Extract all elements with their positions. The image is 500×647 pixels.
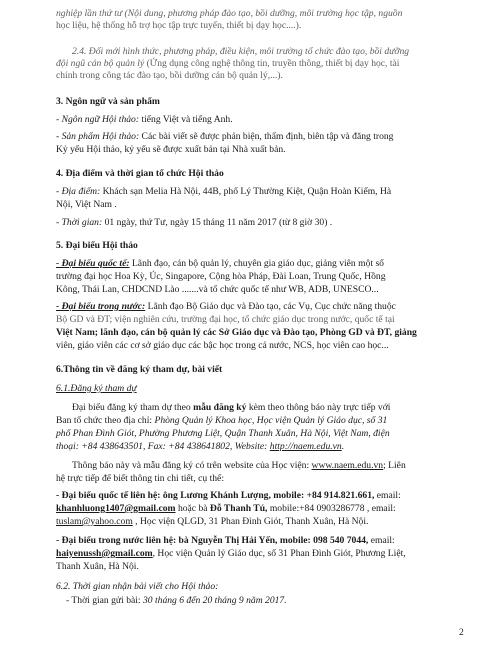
submission-line <box>66 595 287 606</box>
address-value: Phòng Quản lý Khoa học, Học viện Quản lý Giáo dục, số 31 <box>154 415 388 426</box>
address-line-2: phố Phan Đình Giót, Phường Phương Liệt, Quận Thanh Xuân, Hà Nội, Việt Nam, điện <box>56 428 390 439</box>
product-label: - Sản phẩm Hội thảo: <box>56 131 140 142</box>
text-line-1: nghiệp lần thứ tư (Nội dung, phương pháp đào tạo, bồi dưỡng, môi trường học tập, nguồn <box>56 8 403 19</box>
website-info-line <box>72 460 406 471</box>
intl-contact-email-link-2[interactable]: tuslam@yahoo.com <box>56 516 133 527</box>
heading-4: 4. Địa điểm và thời gian tổ chức Hội thảo <box>56 168 224 179</box>
heading-6-2: 6.2. Thời gian nhận bài viết cho Hội thảo: <box>56 581 219 592</box>
intl-contact-mobile-2: mobile:+84 0903286778 , email: <box>267 503 396 514</box>
domestic-delegates-line-4: viên, giáo viên các cơ sở giáo dục các bậc học trong cả nước, NCS, học viên cao học... <box>56 340 389 351</box>
heading-6-1: 6.1.Đăng ký tham dự <box>56 383 137 394</box>
domestic-contact-line <box>56 535 395 546</box>
submission-label: - Thời gian gửi bài: <box>66 595 143 606</box>
intl-contact-name-2: Đỗ Thanh Tú, <box>209 503 268 514</box>
website-link-2[interactable]: www.naem.edu.vn <box>311 460 384 471</box>
text-line-4 <box>56 58 399 69</box>
intl-contact-email-link[interactable]: khanhluong1407@gmail.com <box>56 503 176 514</box>
domestic-delegates-line <box>56 301 396 312</box>
venue-line <box>56 186 391 197</box>
domestic-contact-line-2 <box>56 548 406 559</box>
heading-6: 6.Thông tin về đăng ký tham dự, bài viết <box>56 364 223 375</box>
domestic-contact-address: , Học viện Quản lý Giáo dục, số 31 Phan Đình Giót, Phương Liệt, <box>152 548 406 559</box>
venue-value: Khách sạn Melia Hà Nội, 44B, phố Lý Thường Kiệt, Quận Hoàn Kiếm, Hà <box>100 186 392 197</box>
section-2-4-title-cont: đội ngũ cán bộ quản lý <box>56 58 145 69</box>
website-info-end: ; Liên <box>383 460 406 471</box>
venue-label: - Địa điểm: <box>56 186 101 197</box>
heading-3: 3. Ngôn ngữ và sản phẩm <box>56 96 160 107</box>
intl-contact-or: hoặc bà <box>175 503 210 514</box>
domestic-delegates-line-3: Việt Nam; lãnh đạo, cán bộ quản lý các Sở Giáo dục và Đào tạo, Phòng GD và ĐT, giảng <box>56 327 417 338</box>
text-line-2: học liệu, hệ thống hỗ trợ học tập trực tuyến, thiết bị dạy học....). <box>56 20 302 31</box>
registration-line <box>72 402 390 413</box>
website-link[interactable]: http://naem.edu.vn <box>269 441 342 452</box>
language-value: tiếng Việt và tiếng Anh. <box>139 114 233 125</box>
product-line-2: Kỷ yếu Hội thảo, kỷ yếu sẽ được xuất bản tại Nhà xuất bản. <box>56 144 286 155</box>
language-label: - Ngôn ngữ Hội thảo: <box>56 114 140 125</box>
page-number: 2 <box>459 627 464 638</box>
contact-end: . <box>341 441 345 452</box>
section-2-4-title: 2.4. Đổi mới hình thức, phương pháp, điều kiện, môi trường tổ chức đào tạo, bồi dưỡng <box>72 46 410 57</box>
section-2-4-desc: (Ứng dụng công nghệ thông tin, truyền thông, thiết bị dạy học, tài <box>144 58 400 69</box>
contact-intro-line: hệ trực tiếp để biết thông tin chi tiết, cụ thể: <box>56 473 224 484</box>
product-value: Các bài viết sẽ được phản biện, thẩm định, biên tập và đăng trong <box>139 131 394 142</box>
intl-contact-email-label: email: <box>374 490 401 501</box>
intl-contact-line-2 <box>56 503 396 514</box>
contact-phones: thoại: +84 438643501, Fax: +84 438641802, Website: <box>56 441 270 452</box>
registration-text-2: kèm theo thông báo này trực tiếp với <box>246 402 391 413</box>
time-line <box>56 217 332 228</box>
submission-dates: 30 tháng 6 đến 20 tháng 9 năm 2017. <box>142 595 287 606</box>
address-intro: Ban tổ chức theo địa chỉ: <box>56 415 155 426</box>
intl-delegates-text: Lãnh đạo, cán bộ quản lý, chuyên gia giáo dục, giảng viên một số <box>129 258 384 269</box>
language-line <box>56 114 233 125</box>
website-info-text: Thông báo này và mẫu đăng ký có trên website của Học viện: <box>72 460 312 471</box>
domestic-contact-text: - Đại biểu trong nước liên hệ: bà Nguyễn Thị Hải Yến, mobile: 098 540 7044, <box>56 535 369 546</box>
address-line <box>56 415 387 426</box>
domestic-contact-line-3: Thanh Xuân, Hà Nội. <box>56 561 139 572</box>
registration-text: Đại biểu đăng ký tham dự theo <box>72 402 194 413</box>
intl-contact-address: , Học viện QLGD, 31 Phan Đình Giót, Thanh Xuân, Hà Nội. <box>132 516 369 527</box>
domestic-contact-email-link[interactable]: haiyenussh@gmail.com <box>56 548 153 559</box>
domestic-delegates-text: Lãnh đạo Bộ Giáo dục và Đào tạo, các Vụ, Cục chức năng thuộc <box>145 301 396 312</box>
domestic-contact-email-label: email: <box>368 535 395 546</box>
domestic-delegates-line-2: Bộ GD và ĐT; viện nghiên cứu, trường đại học, tổ chức giáo dục trong nước, quốc tế tại <box>56 314 395 325</box>
intl-contact-text: - Đại biểu quốc tế liên hệ: ông Lương Khánh Lượng, mobile: +84 914.821.661, <box>56 490 375 501</box>
time-label: - Thời gian: <box>56 217 103 228</box>
intl-delegates-label: - Đại biểu quốc tế: <box>56 258 130 269</box>
intl-delegates-line-2: trường đại học Hoa Kỳ, Úc, Singapore, Cộng hòa Pháp, Đài Loan, Trung Quốc, Hồng <box>56 271 386 282</box>
venue-line-2: Nội, Việt Nam . <box>56 199 117 210</box>
domestic-delegates-label: - Đại biểu trong nước: <box>56 301 146 312</box>
intl-delegates-line <box>56 258 384 269</box>
contact-line <box>56 441 344 452</box>
intl-delegates-line-3: Kông, Thái Lan, CHDCND Lào .......và tổ chức quốc tế như WB, ADB, UNESCO... <box>56 284 379 295</box>
registration-form-label: mẫu đăng ký <box>193 402 247 413</box>
intl-contact-line-3 <box>56 516 368 527</box>
heading-5: 5. Đại biểu Hội thảo <box>56 240 138 251</box>
text-line-5: chính trong công tác đào tạo, bồi dưỡng cán bộ quản lý,...). <box>56 70 283 81</box>
time-value: 01 ngày, thứ Tư, ngày 15 tháng 11 năm 2017 (từ 8 giờ 30) . <box>102 217 333 228</box>
intl-contact-line <box>56 490 401 501</box>
product-line <box>56 131 393 142</box>
